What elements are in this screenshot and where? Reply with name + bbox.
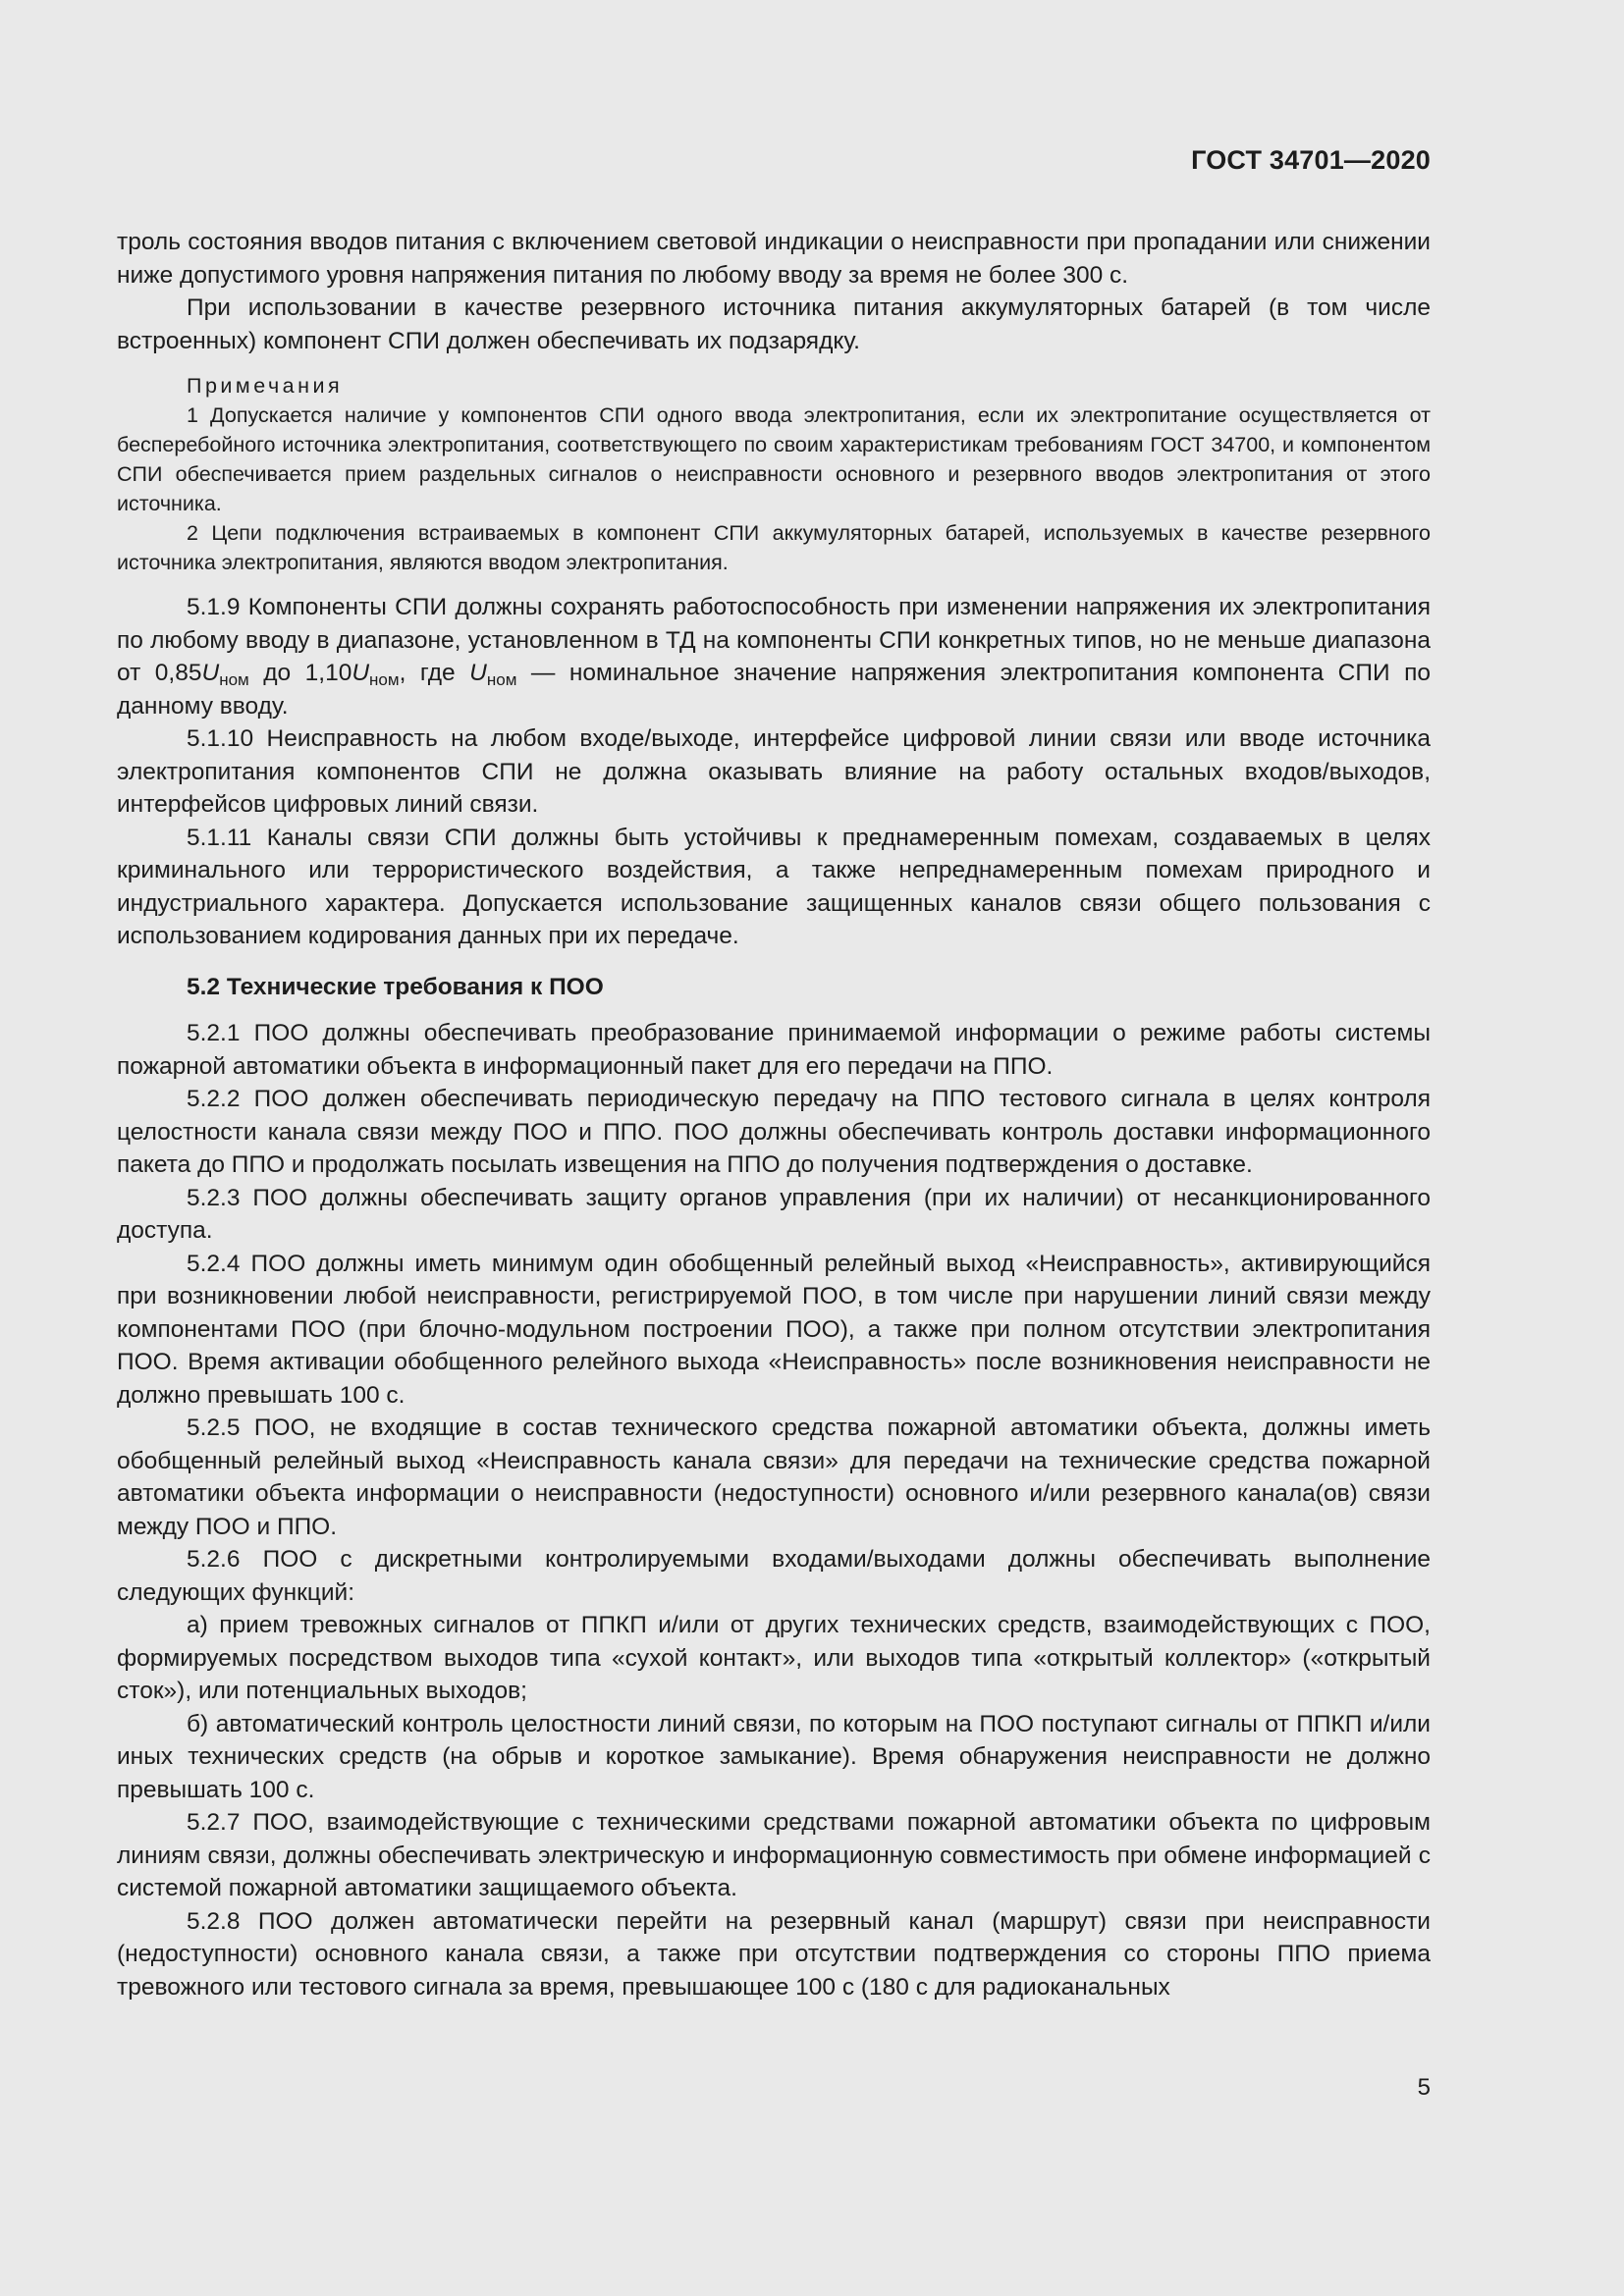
clause-5-2-4: 5.2.4 ПОО должны иметь минимум один обобщенный релейный выход «Неисправность», активирующийся при возникновении любой неисправности, регистрируемой ПОО, в том числе при нарушении линий связи между компонентами ПОО (при блочно-модульном построении ПОО), а также при полном отсутствии электропитания ПОО. Время активации обобщенного релейного выхода «Неисправность» после возникновения неисправности не должно превышать 100 с. — [117, 1250, 1431, 1409]
voltage-subscript: ном — [369, 670, 400, 689]
clause-5-2-1: 5.2.1 ПОО должны обеспечивать преобразование принимаемой информации о режиме работы системы пожарной автоматики объекта в информационный пакет для его передачи на ППО. — [117, 1020, 1431, 1080]
paragraph: При использовании в качестве резервного источника питания аккумуляторных батарей (в том числе встроенных) компонент СПИ должен обеспечивать их подзарядку. — [117, 294, 1431, 354]
voltage-subscript: ном — [486, 670, 517, 689]
clause-text: 5.1.9 Компоненты СПИ должны сохранять работоспособность при изменении напряжения их электропитания по любому вводу в диапазоне, установленном в ТД на компоненты СПИ конкретных типов, но не меньше диапазона от 0,85 — [117, 594, 1431, 686]
document-body — [117, 226, 1431, 2003]
voltage-symbol: U — [201, 660, 220, 686]
page-number: 5 — [1417, 2074, 1431, 2101]
clause-text: до 1,10 — [248, 660, 352, 686]
document-header: ГОСТ 34701—2020 — [1191, 145, 1431, 175]
voltage-subscript: ном — [219, 670, 249, 689]
clause-5-1-9 — [117, 591, 1431, 722]
list-item-b: б) автоматический контроль целостности линий связи, по которым на ПОО поступают сигналы от ППКП и/или иных технических средств (на обрыв и короткое замыкание). Время обнаружения неисправности не должно превышать 100 с. — [117, 1710, 1431, 1803]
notes-block — [117, 371, 1431, 577]
notes-title: Примечания — [187, 374, 344, 398]
note-item: 2 Цепи подключения встраиваемых в компонент СПИ аккумуляторных батарей, используемых в качестве резервного источника электропитания, являются вводом электропитания. — [117, 521, 1431, 574]
list-item-a: а) прием тревожных сигналов от ППКП и/или от других технических средств, взаимодействующих с ПОО, формируемых посредством выходов типа «сухой контакт», или выходов типа «открытый коллектор» («открытый сток»), или потенциальных выходов; — [117, 1612, 1431, 1704]
clause-5-1-10: 5.1.10 Неисправность на любом входе/выходе, интерфейсе цифровой линии связи или вводе источника электропитания компонентов СПИ не должна оказывать влияние на работу остальных входов/выходов, интерфейсов цифровых линий связи. — [117, 725, 1431, 818]
clause-5-1-11: 5.1.11 Каналы связи СПИ должны быть устойчивы к преднамеренным помехам, создаваемых в целях криминального или террористического воздействия, а также непреднамеренным помехам природного и индустриального характера. Допускается использование защищенных каналов связи общего пользования с использованием кодирования данных при их передаче. — [117, 824, 1431, 949]
clause-text: , где — [399, 660, 470, 686]
note-item: 1 Допускается наличие у компонентов СПИ одного ввода электропитания, если их электропитание осуществляется от бесперебойного источника электропитания, соответствующего по своим характеристикам требованиям ГОСТ 34700, и компонентом СПИ обеспечивается прием раздельных сигналов о неисправности основного и резервного вводов электропитания от этого источника. — [117, 403, 1431, 515]
voltage-symbol: U — [352, 660, 370, 686]
clause-5-2-5: 5.2.5 ПОО, не входящие в состав технического средства пожарной автоматики объекта, должны иметь обобщенный релейный выход «Неисправность канала связи» для передачи на технические средства пожарной автоматики объекта информации о неисправности (недоступности) основного и/или резервного канала(ов) связи между ПОО и ППО. — [117, 1415, 1431, 1540]
section-heading-5-2: 5.2 Технические требования к ПОО — [187, 973, 604, 1000]
clause-5-2-3: 5.2.3 ПОО должны обеспечивать защиту органов управления (при их наличии) от несанкционированного доступа. — [117, 1184, 1431, 1244]
clause-5-2-8: 5.2.8 ПОО должен автоматически перейти на резервный канал (маршрут) связи при неисправности (недоступности) основного канала связи, а также при отсутствии подтверждения со стороны ППО приема тревожного или тестового сигнала за время, превышающее 100 с (180 с для радиоканальных — [117, 1907, 1431, 2001]
paragraph: троль состояния вводов питания с включением световой индикации о неисправности при пропадании или снижении ниже допустимого уровня напряжения питания по любому вводу за время не более 300 с. — [117, 229, 1431, 289]
clause-5-2-2: 5.2.2 ПОО должен обеспечивать периодическую передачу на ППО тестового сигнала в целях контроля целостности канала связи между ПОО и ППО. ПОО должны обеспечивать контроль доставки информационного пакета до ППО и продолжать посылать извещения на ППО до получения подтверждения о доставке. — [117, 1086, 1431, 1178]
clause-5-2-7: 5.2.7 ПОО, взаимодействующие с техническими средствами пожарной автоматики объекта по цифровым линиям связи, должны обеспечивать электрическую и информационную совместимость при обмене информацией с системой пожарной автоматики защищаемого объекта. — [117, 1809, 1431, 1901]
clause-5-2-6: 5.2.6 ПОО с дискретными контролируемыми входами/выходами должны обеспечивать выполнение следующих функций: — [117, 1546, 1431, 1606]
clause-text: — номинальное значение напряжения электропитания компонента СПИ по данному вводу. — [117, 660, 1431, 720]
voltage-symbol: U — [469, 660, 487, 686]
